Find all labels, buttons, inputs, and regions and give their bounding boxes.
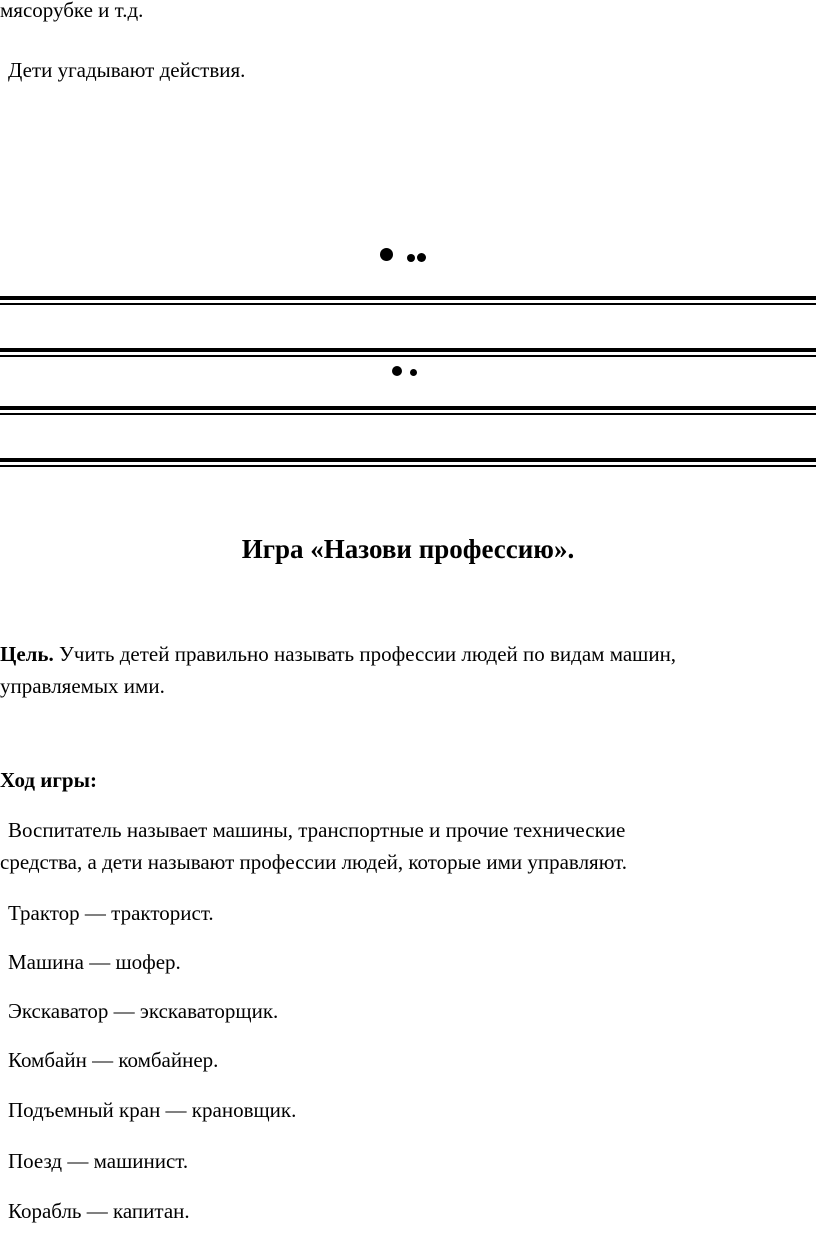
dot [380,248,393,261]
intro-line-2: Дети угадывают действия. [8,58,246,82]
goal-label: Цель. [0,642,54,666]
dot [417,253,426,262]
decor-dots-middle [392,366,432,382]
course-line-2: средства, а дети называют профессии людей, которые ими управляют. [0,850,627,874]
pair-combine: Комбайн — комбайнер. [8,1048,219,1072]
decor-rule-2 [0,348,816,359]
game-title: Игра «Назови профессию». [241,534,575,564]
course-line-1: Воспитатель называет машины, транспортные и прочие технические [8,818,626,842]
decor-rule-1 [0,296,816,307]
pair-tractor: Трактор — тракторист. [8,901,214,925]
decor-rule-3 [0,406,816,417]
dot [410,369,417,376]
goal-text: Учить детей правильно называть профессии людей по видам машин, [53,642,677,666]
goal-line-1 [0,640,676,668]
pair-excavator: Экскаватор — экскаваторщик. [8,999,279,1023]
dot [407,254,415,262]
goal-line-2: управляемых ими. [0,674,165,698]
course-label: Ход игры: [0,768,97,792]
decor-dots-top [380,246,430,266]
dot [392,366,402,376]
pair-crane: Подъемный кран — крановщик. [8,1098,297,1122]
decor-rule-4 [0,458,816,469]
intro-line-1: мясорубке и т.д. [0,0,144,22]
pair-train: Поезд — машинист. [8,1149,189,1173]
pair-car: Машина — шофер. [8,950,181,974]
pair-ship: Корабль — капитан. [8,1199,190,1223]
